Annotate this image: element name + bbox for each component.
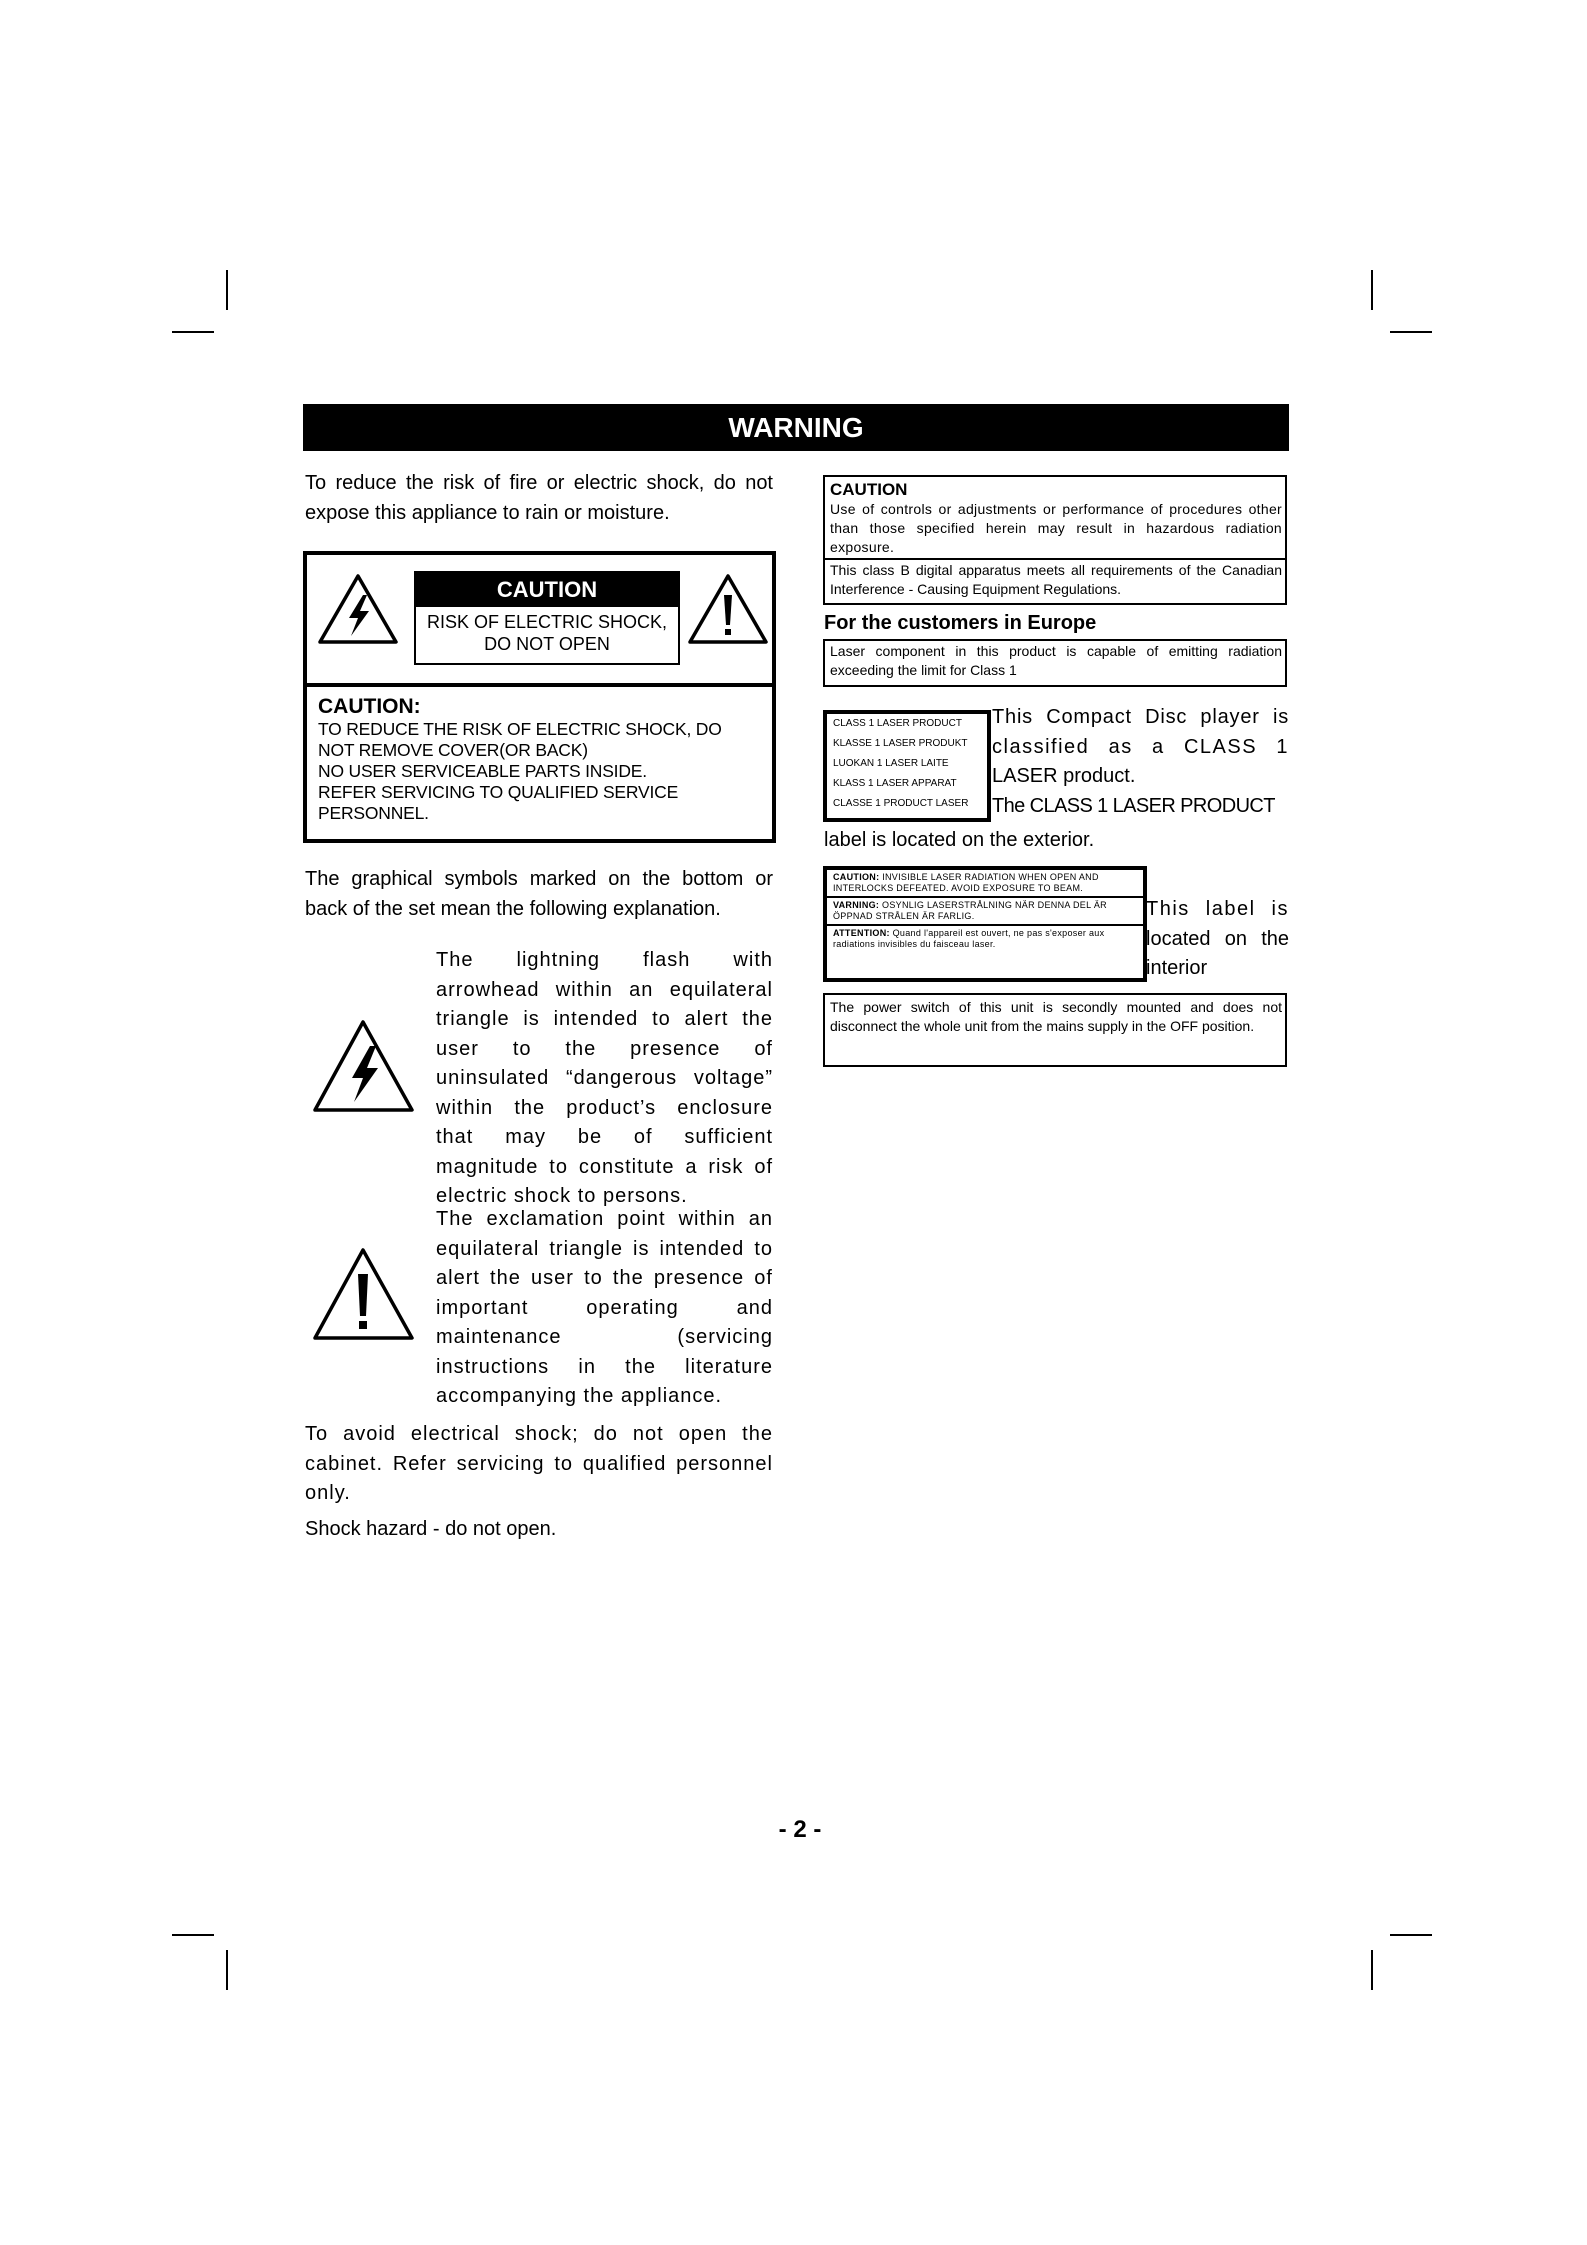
caution-box [823,475,1287,560]
caution-line: NOT REMOVE COVER(OR BACK) [318,740,588,760]
warning-banner: WARNING [303,404,1289,451]
risk-line: DO NOT OPEN [484,634,610,654]
crop-mark [1390,1934,1432,1936]
class1-label-line: CLASSE 1 PRODUCT LASER [833,798,969,809]
caution-line: NO USER SERVICEABLE PARTS INSIDE. [318,761,647,781]
crop-mark [226,1950,228,1990]
page-number: - 2 - [778,1816,822,1843]
class1-label-line: CLASS 1 LASER PRODUCT [833,718,962,729]
crop-mark [172,1934,214,1936]
lightning-explanation: The lightning flash with arrowhead within an equilateral triangle is intended to alert the user to the presence of uninsulated “dangerous voltage” within the product’s enclosure that may be of sufficient magnitude to constitute a risk of electric shock to persons. [436,949,773,1207]
class1-text-line: classified as a CLASS 1 [992,735,1289,758]
caution-line: TO REDUCE THE RISK OF ELECTRIC SHOCK, DO [318,719,722,739]
class1-description [992,703,1289,821]
power-switch-box [823,993,1287,1067]
caution-box-heading: CAUTION [830,480,908,499]
interior-text-line: This label is [1146,898,1289,920]
risk-text [416,607,678,655]
symbols-intro-text: The graphical symbols marked on the bottom or back of the set mean the following explanation. [305,868,773,920]
shock-hazard-text: Shock hazard - do not open. [305,1518,557,1540]
laser-warning-label [823,866,1147,982]
exclamation-warning-icon [687,573,769,645]
caution-line: REFER SERVICING TO QUALIFIED SERVICE [318,782,679,802]
crop-mark [1371,270,1373,310]
power-switch-text: The power switch of this unit is secondly mounted and does not disconnect the whole unit from the mains supply in the OFF position. [830,999,1282,1034]
crop-mark [1390,331,1432,333]
class1-laser-label [823,710,991,822]
class1-label-line: KLASS 1 LASER APPARAT [833,778,957,789]
europe-text: Laser component in this product is capable of emitting radiation exceeding the limit for Class 1 [830,643,1282,678]
lightning-warning-icon [317,573,399,645]
laser-label-attention: ATTENTION: Quand l'appareil est ouvert, ne pas s'exposer aux radiations invisibles du faisceau laser. [827,924,1143,952]
class1-text-line: The CLASS 1 LASER PRODUCT [992,794,1275,817]
interior-text-line: located on the [1146,927,1289,950]
caution-line: PERSONNEL. [318,803,429,823]
exclamation-symbol-icon [311,1246,416,1342]
laser-label-caution: CAUTION: INVISIBLE LASER RADIATION WHEN OPEN AND INTERLOCKS DEFEATED. AVOID EXPOSURE TO BEAM. [833,872,1099,893]
europe-heading: For the customers in Europe [824,612,1097,634]
caution-inner-box [414,571,680,665]
class1-label-line: KLASSE 1 LASER PRODUKT [833,738,968,749]
caution-box-text: Use of controls or adjustments or performance of procedures other than those specified herein may result in hazardous radiation exposure. [830,501,1282,555]
risk-line: RISK OF ELECTRIC SHOCK, [426,612,668,632]
class-b-box [823,560,1287,605]
class-b-text: This class B digital apparatus meets all requirements of the Canadian Interference - Causing Equipment Regulations. [830,562,1282,597]
crop-mark [1371,1950,1373,1990]
intro-text: To reduce the risk of fire or electric shock, do not expose this appliance to rain or moisture. [305,472,773,524]
class1-text-line: This Compact Disc player is [992,706,1289,728]
exclamation-explanation: The exclamation point within an equilateral triangle is intended to alert the user to the presence of important operating and maintenance (servicing instructions in the literature accompanying the appliance. [436,1208,773,1407]
caution-bar: CAUTION [416,573,678,607]
class1-text-line: LASER product. [992,765,1136,787]
europe-box [823,639,1287,687]
caution-label [303,551,776,843]
interior-label-text [1146,895,1289,984]
crop-mark [226,270,228,310]
lightning-symbol-icon [311,1018,416,1114]
caution-instructions [318,695,768,824]
interior-text-line: interior [1146,957,1208,979]
laser-label-varning: VARNING: OSYNLIG LASERSTRÅLNING NÄR DENNA DEL ÄR ÖPPNAD STRÅLEN ÄR FARLIG. [827,896,1143,924]
crop-mark [172,331,214,333]
class1-location-text: label is located on the exterior. [824,829,1095,851]
class1-label-line: LUOKAN 1 LASER LAITE [833,758,949,769]
avoid-shock-text: To avoid electrical shock; do not open the cabinet. Refer servicing to qualified personnel only. [305,1423,773,1504]
caution-heading: CAUTION: [318,695,421,718]
